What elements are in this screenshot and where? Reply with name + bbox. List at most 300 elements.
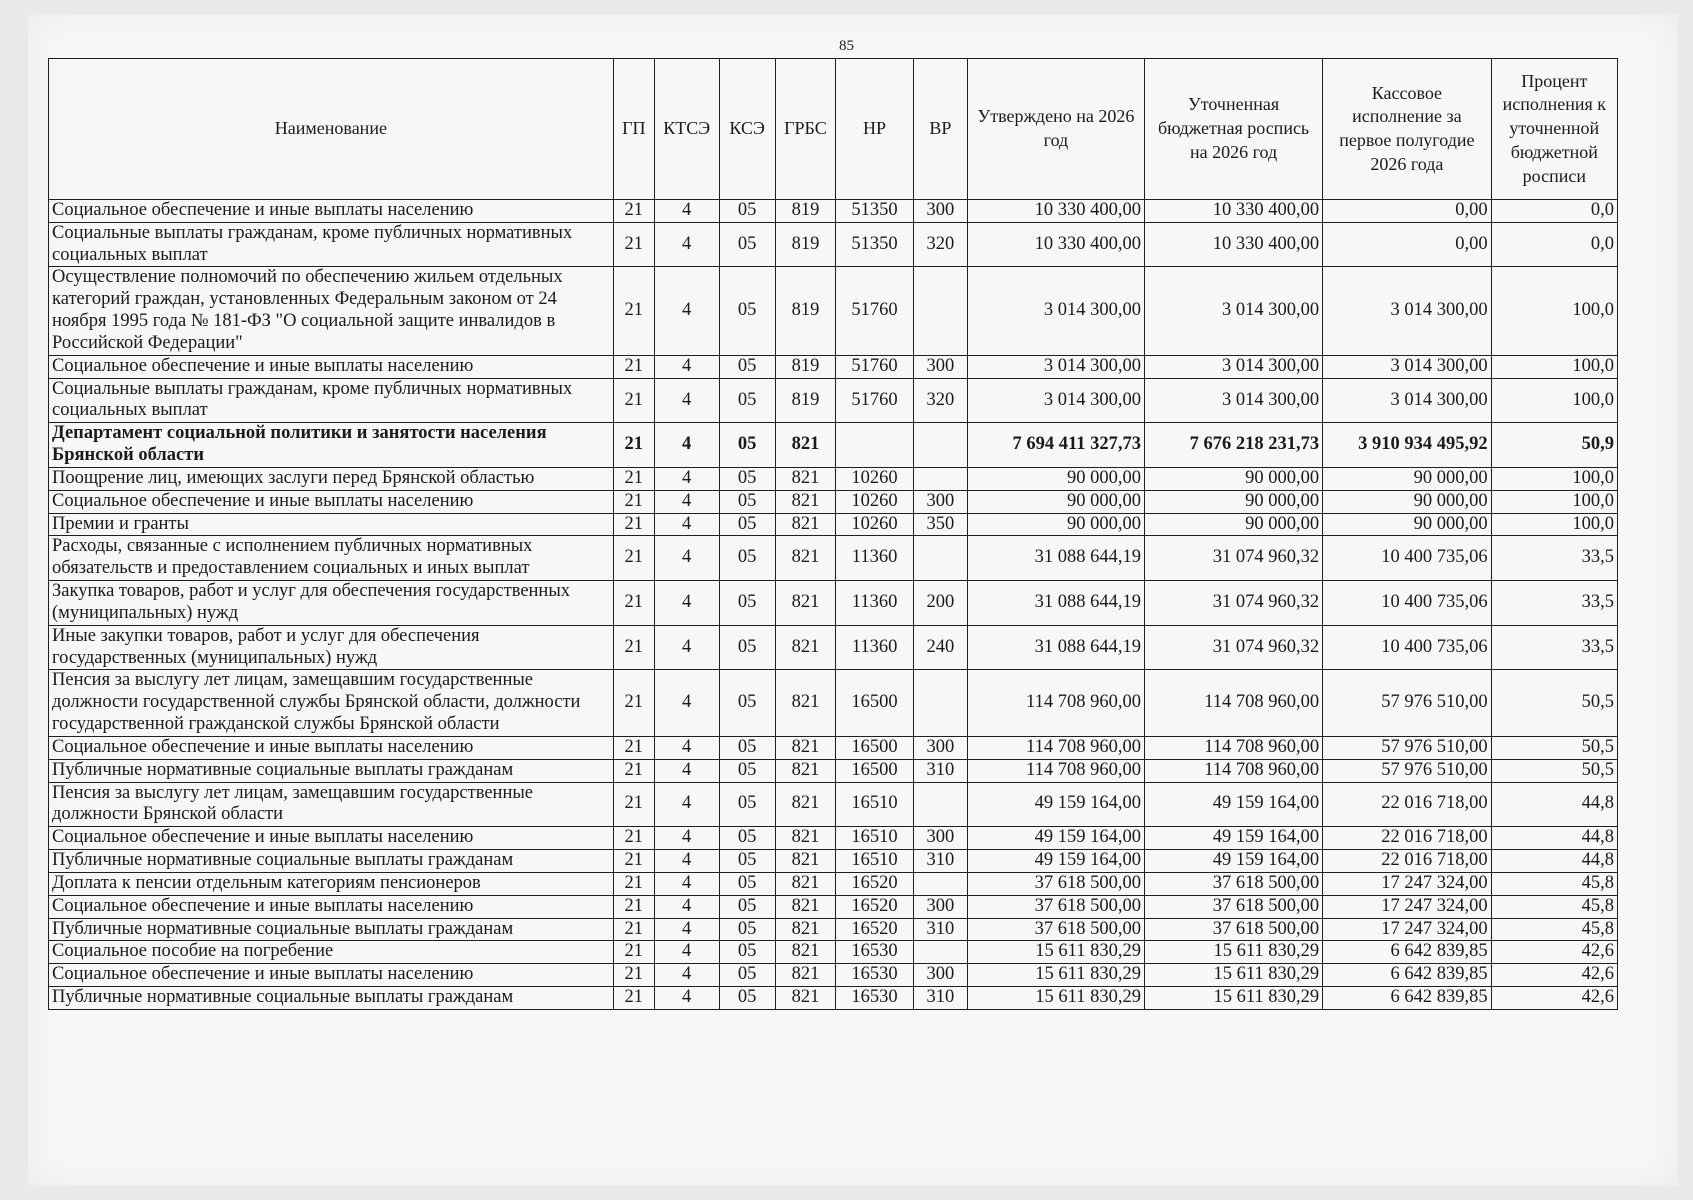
- table-row: [49, 759, 1618, 782]
- cell-executed: 3 014 300,00: [1323, 267, 1491, 355]
- cell-approved: 37 618 500,00: [967, 895, 1144, 918]
- cell-name: Социальное обеспечение и иные выплаты населению: [49, 490, 614, 513]
- col-header-nr: НР: [836, 59, 914, 200]
- cell-kse: 05: [719, 355, 775, 378]
- cell-name: Расходы, связанные с исполнением публичных нормативных обязательств и предоставлением социальных и иных выплат: [49, 536, 614, 581]
- cell-ktse: 4: [654, 200, 719, 223]
- table-row: [49, 423, 1618, 468]
- col-header-executed: Кассовое исполнение за первое полугодие 2026 года: [1323, 59, 1491, 200]
- cell-refined: 7 676 218 231,73: [1144, 423, 1322, 468]
- cell-ktse: 4: [654, 267, 719, 355]
- cell-kse: 05: [719, 625, 775, 670]
- col-header-percent: Процент исполнения к уточненной бюджетной росписи: [1491, 59, 1617, 200]
- cell-executed: 57 976 510,00: [1323, 670, 1491, 736]
- cell-ktse: 4: [654, 581, 719, 626]
- cell-kse: 05: [719, 895, 775, 918]
- cell-gp: 21: [613, 200, 654, 223]
- cell-ktse: 4: [654, 423, 719, 468]
- cell-gp: 21: [613, 827, 654, 850]
- cell-nr: 16500: [836, 759, 914, 782]
- cell-refined: 49 159 164,00: [1144, 782, 1322, 827]
- table-row: [49, 625, 1618, 670]
- cell-gp: 21: [613, 986, 654, 1009]
- cell-ktse: 4: [654, 736, 719, 759]
- cell-name: Департамент социальной политики и занятости населения Брянской области: [49, 423, 614, 468]
- cell-kse: 05: [719, 222, 775, 267]
- cell-percent: 45,8: [1491, 918, 1617, 941]
- cell-grbs: 821: [775, 918, 835, 941]
- cell-ktse: 4: [654, 536, 719, 581]
- table-row: [49, 581, 1618, 626]
- cell-nr: 11360: [836, 625, 914, 670]
- cell-ktse: 4: [654, 378, 719, 423]
- cell-name: Социальное пособие на погребение: [49, 941, 614, 964]
- cell-vr: 310: [913, 850, 967, 873]
- cell-executed: 3 910 934 495,92: [1323, 423, 1491, 468]
- cell-kse: 05: [719, 267, 775, 355]
- cell-percent: 45,8: [1491, 895, 1617, 918]
- table-row: [49, 670, 1618, 736]
- cell-percent: 100,0: [1491, 490, 1617, 513]
- cell-grbs: 819: [775, 378, 835, 423]
- cell-vr: [913, 423, 967, 468]
- cell-executed: 10 400 735,06: [1323, 625, 1491, 670]
- cell-kse: 05: [719, 964, 775, 987]
- cell-approved: 49 159 164,00: [967, 850, 1144, 873]
- cell-executed: 0,00: [1323, 200, 1491, 223]
- cell-kse: 05: [719, 200, 775, 223]
- cell-refined: 3 014 300,00: [1144, 378, 1322, 423]
- cell-ktse: 4: [654, 513, 719, 536]
- table-row: [49, 986, 1618, 1009]
- cell-percent: 42,6: [1491, 941, 1617, 964]
- cell-kse: 05: [719, 941, 775, 964]
- cell-ktse: 4: [654, 918, 719, 941]
- cell-executed: 10 400 735,06: [1323, 536, 1491, 581]
- cell-ktse: 4: [654, 490, 719, 513]
- cell-name: Премии и гранты: [49, 513, 614, 536]
- cell-grbs: 821: [775, 850, 835, 873]
- cell-grbs: 821: [775, 490, 835, 513]
- cell-nr: 16510: [836, 850, 914, 873]
- cell-ktse: 4: [654, 670, 719, 736]
- cell-grbs: 821: [775, 625, 835, 670]
- col-header-approved: Утверждено на 2026 год: [967, 59, 1144, 200]
- cell-gp: 21: [613, 736, 654, 759]
- cell-name: Социальное обеспечение и иные выплаты населению: [49, 964, 614, 987]
- cell-approved: 49 159 164,00: [967, 827, 1144, 850]
- cell-gp: 21: [613, 759, 654, 782]
- cell-executed: 3 014 300,00: [1323, 378, 1491, 423]
- cell-gp: 21: [613, 378, 654, 423]
- cell-vr: [913, 941, 967, 964]
- cell-vr: [913, 670, 967, 736]
- cell-grbs: 821: [775, 736, 835, 759]
- cell-approved: 114 708 960,00: [967, 759, 1144, 782]
- cell-name: Поощрение лиц, имеющих заслуги перед Брянской областью: [49, 467, 614, 490]
- table-row: [49, 513, 1618, 536]
- cell-refined: 37 618 500,00: [1144, 895, 1322, 918]
- cell-approved: 15 611 830,29: [967, 941, 1144, 964]
- cell-executed: 22 016 718,00: [1323, 850, 1491, 873]
- cell-gp: 21: [613, 941, 654, 964]
- table-row: [49, 941, 1618, 964]
- cell-refined: 31 074 960,32: [1144, 625, 1322, 670]
- cell-grbs: 821: [775, 467, 835, 490]
- cell-gp: 21: [613, 490, 654, 513]
- cell-name: Социальное обеспечение и иные выплаты населению: [49, 827, 614, 850]
- cell-grbs: 819: [775, 222, 835, 267]
- cell-approved: 10 330 400,00: [967, 222, 1144, 267]
- cell-kse: 05: [719, 423, 775, 468]
- cell-kse: 05: [719, 536, 775, 581]
- cell-refined: 37 618 500,00: [1144, 918, 1322, 941]
- cell-gp: 21: [613, 267, 654, 355]
- cell-vr: 240: [913, 625, 967, 670]
- cell-vr: [913, 467, 967, 490]
- cell-refined: 3 014 300,00: [1144, 267, 1322, 355]
- cell-grbs: 821: [775, 986, 835, 1009]
- cell-nr: 16520: [836, 918, 914, 941]
- cell-kse: 05: [719, 918, 775, 941]
- table-row: [49, 782, 1618, 827]
- cell-executed: 17 247 324,00: [1323, 895, 1491, 918]
- cell-name: Социальные выплаты гражданам, кроме публичных нормативных социальных выплат: [49, 378, 614, 423]
- cell-approved: 37 618 500,00: [967, 872, 1144, 895]
- cell-gp: 21: [613, 964, 654, 987]
- table-row: [49, 827, 1618, 850]
- cell-vr: 300: [913, 964, 967, 987]
- cell-approved: 3 014 300,00: [967, 378, 1144, 423]
- cell-grbs: 821: [775, 872, 835, 895]
- cell-percent: 33,5: [1491, 581, 1617, 626]
- cell-refined: 15 611 830,29: [1144, 964, 1322, 987]
- cell-refined: 114 708 960,00: [1144, 736, 1322, 759]
- cell-vr: [913, 536, 967, 581]
- cell-name: Иные закупки товаров, работ и услуг для обеспечения государственных (муниципальных) нужд: [49, 625, 614, 670]
- cell-name: Публичные нормативные социальные выплаты гражданам: [49, 986, 614, 1009]
- table-row: [49, 964, 1618, 987]
- cell-approved: 3 014 300,00: [967, 355, 1144, 378]
- cell-kse: 05: [719, 782, 775, 827]
- table-row: [49, 536, 1618, 581]
- cell-percent: 50,5: [1491, 736, 1617, 759]
- cell-refined: 90 000,00: [1144, 513, 1322, 536]
- cell-nr: 16510: [836, 827, 914, 850]
- cell-ktse: 4: [654, 467, 719, 490]
- cell-vr: [913, 782, 967, 827]
- cell-percent: 42,6: [1491, 986, 1617, 1009]
- cell-executed: 3 014 300,00: [1323, 355, 1491, 378]
- cell-vr: 310: [913, 759, 967, 782]
- cell-percent: 50,5: [1491, 759, 1617, 782]
- cell-ktse: 4: [654, 759, 719, 782]
- cell-approved: 114 708 960,00: [967, 670, 1144, 736]
- cell-ktse: 4: [654, 850, 719, 873]
- cell-name: Публичные нормативные социальные выплаты гражданам: [49, 759, 614, 782]
- cell-approved: 114 708 960,00: [967, 736, 1144, 759]
- cell-grbs: 819: [775, 267, 835, 355]
- cell-percent: 44,8: [1491, 827, 1617, 850]
- cell-nr: 16530: [836, 941, 914, 964]
- cell-ktse: 4: [654, 872, 719, 895]
- cell-refined: 90 000,00: [1144, 467, 1322, 490]
- cell-gp: 21: [613, 918, 654, 941]
- col-header-vr: ВР: [913, 59, 967, 200]
- cell-kse: 05: [719, 467, 775, 490]
- cell-kse: 05: [719, 581, 775, 626]
- cell-nr: 16500: [836, 670, 914, 736]
- cell-refined: 10 330 400,00: [1144, 222, 1322, 267]
- cell-vr: 300: [913, 490, 967, 513]
- cell-refined: 49 159 164,00: [1144, 850, 1322, 873]
- cell-executed: 10 400 735,06: [1323, 581, 1491, 626]
- cell-refined: 3 014 300,00: [1144, 355, 1322, 378]
- cell-nr: 10260: [836, 467, 914, 490]
- cell-ktse: 4: [654, 222, 719, 267]
- cell-executed: 17 247 324,00: [1323, 918, 1491, 941]
- col-header-gp: ГП: [613, 59, 654, 200]
- table-row: [49, 918, 1618, 941]
- cell-gp: 21: [613, 423, 654, 468]
- cell-nr: 16520: [836, 895, 914, 918]
- cell-ktse: 4: [654, 782, 719, 827]
- cell-refined: 31 074 960,32: [1144, 536, 1322, 581]
- cell-grbs: 821: [775, 827, 835, 850]
- col-header-refined: Уточненная бюджетная роспись на 2026 год: [1144, 59, 1322, 200]
- cell-refined: 15 611 830,29: [1144, 986, 1322, 1009]
- cell-grbs: 821: [775, 759, 835, 782]
- cell-percent: 100,0: [1491, 378, 1617, 423]
- cell-name: Социальное обеспечение и иные выплаты населению: [49, 895, 614, 918]
- cell-approved: 90 000,00: [967, 467, 1144, 490]
- cell-percent: 44,8: [1491, 782, 1617, 827]
- cell-kse: 05: [719, 490, 775, 513]
- cell-ktse: 4: [654, 827, 719, 850]
- cell-refined: 114 708 960,00: [1144, 759, 1322, 782]
- cell-refined: 49 159 164,00: [1144, 827, 1322, 850]
- cell-executed: 90 000,00: [1323, 490, 1491, 513]
- cell-vr: [913, 267, 967, 355]
- table-row: [49, 736, 1618, 759]
- cell-approved: 31 088 644,19: [967, 625, 1144, 670]
- cell-name: Публичные нормативные социальные выплаты гражданам: [49, 850, 614, 873]
- cell-kse: 05: [719, 759, 775, 782]
- cell-grbs: 821: [775, 964, 835, 987]
- cell-kse: 05: [719, 513, 775, 536]
- page-number: 85: [839, 38, 854, 54]
- cell-percent: 44,8: [1491, 850, 1617, 873]
- cell-gp: 21: [613, 581, 654, 626]
- cell-grbs: 821: [775, 941, 835, 964]
- cell-ktse: 4: [654, 986, 719, 1009]
- cell-percent: 100,0: [1491, 513, 1617, 536]
- cell-percent: 42,6: [1491, 964, 1617, 987]
- table-row: [49, 872, 1618, 895]
- cell-nr: [836, 423, 914, 468]
- cell-name: Социальное обеспечение и иные выплаты населению: [49, 355, 614, 378]
- cell-gp: 21: [613, 895, 654, 918]
- cell-executed: 22 016 718,00: [1323, 827, 1491, 850]
- cell-grbs: 819: [775, 355, 835, 378]
- cell-kse: 05: [719, 850, 775, 873]
- table-row: [49, 467, 1618, 490]
- budget-table: [48, 58, 1618, 1010]
- cell-refined: 15 611 830,29: [1144, 941, 1322, 964]
- cell-gp: 21: [613, 513, 654, 536]
- cell-nr: 10260: [836, 513, 914, 536]
- cell-kse: 05: [719, 670, 775, 736]
- cell-vr: 300: [913, 895, 967, 918]
- cell-approved: 37 618 500,00: [967, 918, 1144, 941]
- cell-vr: 200: [913, 581, 967, 626]
- cell-percent: 33,5: [1491, 536, 1617, 581]
- cell-executed: 17 247 324,00: [1323, 872, 1491, 895]
- cell-vr: 300: [913, 200, 967, 223]
- cell-percent: 50,5: [1491, 670, 1617, 736]
- cell-gp: 21: [613, 355, 654, 378]
- cell-name: Социальное обеспечение и иные выплаты населению: [49, 736, 614, 759]
- cell-executed: 6 642 839,85: [1323, 964, 1491, 987]
- cell-percent: 33,5: [1491, 625, 1617, 670]
- cell-vr: 320: [913, 378, 967, 423]
- cell-gp: 21: [613, 536, 654, 581]
- cell-approved: 31 088 644,19: [967, 581, 1144, 626]
- cell-executed: 57 976 510,00: [1323, 736, 1491, 759]
- cell-ktse: 4: [654, 895, 719, 918]
- cell-grbs: 821: [775, 423, 835, 468]
- cell-nr: 16530: [836, 986, 914, 1009]
- cell-nr: 16520: [836, 872, 914, 895]
- cell-approved: 90 000,00: [967, 513, 1144, 536]
- cell-kse: 05: [719, 378, 775, 423]
- cell-nr: 16500: [836, 736, 914, 759]
- cell-ktse: 4: [654, 941, 719, 964]
- cell-nr: 51350: [836, 222, 914, 267]
- cell-executed: 90 000,00: [1323, 513, 1491, 536]
- cell-approved: 49 159 164,00: [967, 782, 1144, 827]
- cell-vr: 300: [913, 827, 967, 850]
- cell-grbs: 821: [775, 895, 835, 918]
- cell-gp: 21: [613, 872, 654, 895]
- cell-name: Пенсия за выслугу лет лицам, замещавшим государственные должности государственной службы Брянской области, должности государственной гражданской службы Брянской области: [49, 670, 614, 736]
- cell-grbs: 821: [775, 670, 835, 736]
- cell-name: Осуществление полномочий по обеспечению жильем отдельных категорий граждан, установленных Федеральным законом от 24 ноября 1995 года № 181-ФЗ "О социальной защите инвалидов в Российской Федерации": [49, 267, 614, 355]
- cell-percent: 45,8: [1491, 872, 1617, 895]
- table-row: [49, 222, 1618, 267]
- cell-vr: 350: [913, 513, 967, 536]
- table-body: [49, 200, 1618, 1010]
- cell-vr: 300: [913, 736, 967, 759]
- cell-name: Социальные выплаты гражданам, кроме публичных нормативных социальных выплат: [49, 222, 614, 267]
- cell-kse: 05: [719, 986, 775, 1009]
- cell-refined: 31 074 960,32: [1144, 581, 1322, 626]
- cell-vr: 310: [913, 986, 967, 1009]
- cell-nr: 51350: [836, 200, 914, 223]
- cell-vr: [913, 872, 967, 895]
- cell-name: Социальное обеспечение и иные выплаты населению: [49, 200, 614, 223]
- cell-nr: 16510: [836, 782, 914, 827]
- col-header-kse: КСЭ: [719, 59, 775, 200]
- cell-gp: 21: [613, 850, 654, 873]
- cell-nr: 11360: [836, 581, 914, 626]
- cell-vr: 320: [913, 222, 967, 267]
- col-header-name: Наименование: [49, 59, 614, 200]
- cell-gp: 21: [613, 467, 654, 490]
- cell-gp: 21: [613, 625, 654, 670]
- cell-nr: 11360: [836, 536, 914, 581]
- cell-percent: 0,0: [1491, 222, 1617, 267]
- cell-refined: 114 708 960,00: [1144, 670, 1322, 736]
- cell-nr: 51760: [836, 267, 914, 355]
- cell-percent: 100,0: [1491, 267, 1617, 355]
- cell-grbs: 821: [775, 782, 835, 827]
- table-header-row: [49, 59, 1618, 200]
- cell-nr: 10260: [836, 490, 914, 513]
- table-row: [49, 267, 1618, 355]
- cell-approved: 31 088 644,19: [967, 536, 1144, 581]
- cell-grbs: 821: [775, 536, 835, 581]
- cell-kse: 05: [719, 872, 775, 895]
- table-row: [49, 355, 1618, 378]
- cell-ktse: 4: [654, 964, 719, 987]
- cell-grbs: 821: [775, 581, 835, 626]
- cell-name: Пенсия за выслугу лет лицам, замещавшим государственные должности Брянской области: [49, 782, 614, 827]
- cell-approved: 3 014 300,00: [967, 267, 1144, 355]
- cell-nr: 16530: [836, 964, 914, 987]
- cell-executed: 22 016 718,00: [1323, 782, 1491, 827]
- table-row: [49, 200, 1618, 223]
- cell-refined: 37 618 500,00: [1144, 872, 1322, 895]
- cell-percent: 0,0: [1491, 200, 1617, 223]
- cell-refined: 90 000,00: [1144, 490, 1322, 513]
- cell-name: Доплата к пенсии отдельным категориям пенсионеров: [49, 872, 614, 895]
- cell-nr: 51760: [836, 378, 914, 423]
- cell-kse: 05: [719, 736, 775, 759]
- cell-percent: 50,9: [1491, 423, 1617, 468]
- cell-percent: 100,0: [1491, 355, 1617, 378]
- cell-approved: 7 694 411 327,73: [967, 423, 1144, 468]
- cell-ktse: 4: [654, 625, 719, 670]
- cell-approved: 90 000,00: [967, 490, 1144, 513]
- cell-grbs: 821: [775, 513, 835, 536]
- cell-executed: 6 642 839,85: [1323, 941, 1491, 964]
- table-row: [49, 850, 1618, 873]
- cell-refined: 10 330 400,00: [1144, 200, 1322, 223]
- table-row: [49, 895, 1618, 918]
- cell-gp: 21: [613, 670, 654, 736]
- col-header-grbs: ГРБС: [775, 59, 835, 200]
- cell-vr: 300: [913, 355, 967, 378]
- cell-vr: 310: [913, 918, 967, 941]
- cell-approved: 10 330 400,00: [967, 200, 1144, 223]
- cell-approved: 15 611 830,29: [967, 986, 1144, 1009]
- cell-executed: 0,00: [1323, 222, 1491, 267]
- cell-approved: 15 611 830,29: [967, 964, 1144, 987]
- cell-nr: 51760: [836, 355, 914, 378]
- table-row: [49, 378, 1618, 423]
- cell-gp: 21: [613, 782, 654, 827]
- cell-name: Закупка товаров, работ и услуг для обеспечения государственных (муниципальных) нужд: [49, 581, 614, 626]
- cell-executed: 57 976 510,00: [1323, 759, 1491, 782]
- cell-gp: 21: [613, 222, 654, 267]
- cell-executed: 6 642 839,85: [1323, 986, 1491, 1009]
- cell-executed: 90 000,00: [1323, 467, 1491, 490]
- cell-name: Публичные нормативные социальные выплаты гражданам: [49, 918, 614, 941]
- cell-kse: 05: [719, 827, 775, 850]
- cell-ktse: 4: [654, 355, 719, 378]
- table-row: [49, 490, 1618, 513]
